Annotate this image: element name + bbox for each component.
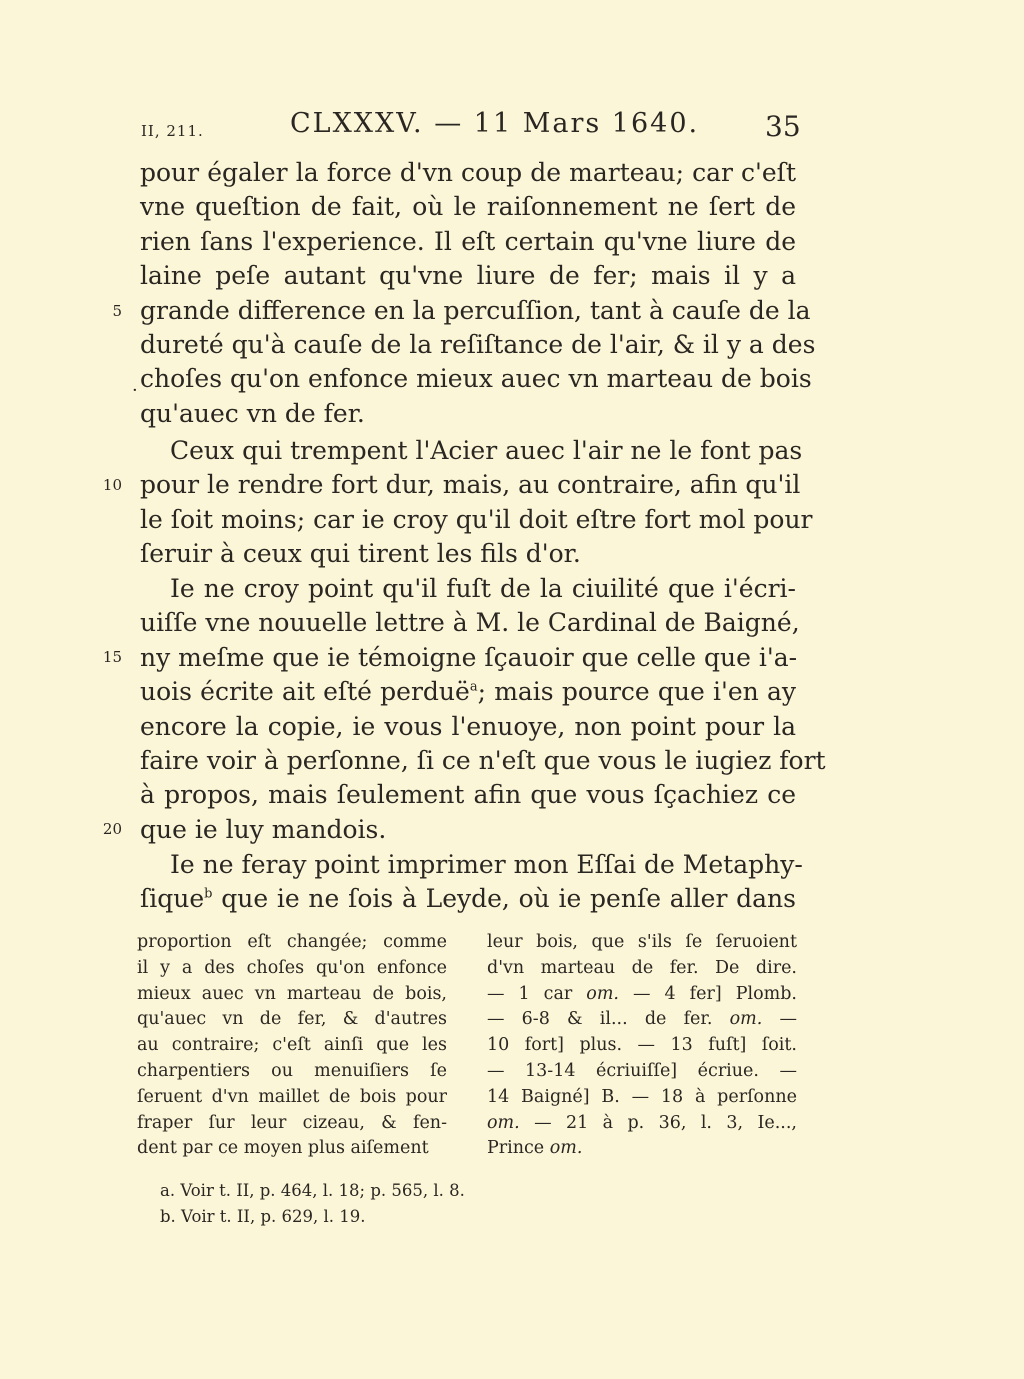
footnote-marker-a[interactable]: a — [469, 679, 478, 695]
text-line: dureté qu'à cauſe de la reſiſtance de l'air, & il y a des — [140, 330, 816, 359]
footnote-a: a. Voir t. II, p. 464, l. 18; p. 565, l. 8. — [160, 1181, 465, 1200]
text-line: vne queſtion de fait, où le raiſonnement ne ſert de — [140, 192, 796, 222]
text-line: pour égaler la force d'vn coup de marteau; car c'eſt — [140, 158, 796, 187]
note-line: mieux auec vn marteau de bois, — [137, 983, 447, 1004]
text-line: uiſſe vne nouuelle lettre à M. le Cardinal de Baigné, — [140, 608, 800, 638]
note-segment: — 21 à p. 36, l. 3, Ie..., — [534, 1112, 797, 1133]
note-segment: — 6-8 & il... de fer. — [487, 1009, 713, 1030]
footnote-b: b. Voir t. II, p. 629, l. 19. — [160, 1207, 366, 1226]
variant-notes-left — [137, 930, 447, 1162]
note-line: — 13-14 écriuiſſe] écriue. — — [487, 1060, 797, 1081]
line-number: 5 — [112, 302, 122, 320]
text-line: encore la copie, ie vous l'enuoye, non point pour la — [140, 711, 796, 741]
text-line: ſeruir à ceux qui tirent les fils d'or. — [140, 539, 581, 569]
page-number: 35 — [765, 110, 801, 143]
volume-reference: II, 211. — [141, 122, 204, 140]
note-line — [487, 1111, 797, 1137]
note-segment: Prince — [487, 1138, 545, 1159]
text-line: que ie luy mandois. — [140, 814, 387, 844]
note-line: proportion eſt changée; comme — [137, 932, 447, 952]
line-number: 10 — [102, 476, 122, 494]
note-line: fraper ſur leur cizeau, & fen- — [137, 1112, 447, 1133]
text-line: Ie ne croy point qu'il fuſt de la ciuilité que i'écri- — [170, 574, 796, 603]
note-segment: — — [779, 1009, 797, 1030]
margin-mark: · — [132, 380, 138, 401]
note-line: charpentiers ou menuiſiers ſe — [137, 1060, 447, 1081]
text-line — [140, 675, 796, 709]
line-number: 15 — [102, 648, 122, 666]
footnote-marker-b[interactable]: b — [204, 887, 213, 903]
note-abbrev: om. — [549, 1138, 583, 1159]
note-segment: — 1 car — [487, 983, 573, 1004]
note-line: d'vn marteau de fer. De dire. — [487, 957, 797, 978]
variant-notes-right — [487, 930, 797, 1162]
text-line: faire voir à perſonne, ſi ce n'eſt que vous le iugiez fort — [140, 746, 826, 775]
note-segment: — 4 fer] Plomb. — [633, 983, 797, 1004]
note-line — [487, 982, 797, 1008]
footnotes — [160, 1178, 465, 1230]
running-header — [0, 108, 1024, 148]
text-line: à propos, mais ſeulement afin que vous ſçachiez ce — [140, 780, 796, 810]
text-segment: ſique — [140, 884, 205, 914]
note-abbrev: om. — [586, 983, 619, 1004]
note-line: qu'auec vn de fer, & d'autres — [137, 1009, 447, 1030]
note-line: 10 fort] plus. — 13 fuſt] ſoit. — [487, 1035, 797, 1056]
text-line: le ſoit moins; car ie croy qu'il doit eſtre fort mol pour — [140, 504, 813, 534]
text-line: grande difference en la percuſſion, tant à cauſe de la — [140, 295, 811, 325]
note-abbrev: om. — [729, 1009, 763, 1030]
text-line: choſes qu'on enfonce mieux auec vn marteau de bois — [140, 364, 812, 394]
note-line: dent par ce moyen plus aiſement — [137, 1138, 429, 1159]
text-segment: uois écrite ait eſté perduë — [140, 677, 470, 707]
text-line: laine peſe autant qu'vne liure de fer; mais il y a — [140, 261, 796, 291]
line-number: 20 — [102, 820, 122, 838]
text-line: ny meſme que ie témoigne ſçauoir que celle que i'a- — [140, 642, 798, 672]
text-line: qu'auec vn de fer. — [140, 398, 365, 428]
text-line: Ceux qui trempent l'Acier auec l'air ne le font pas — [170, 436, 803, 465]
text-line: Ie ne feray point imprimer mon Eſſai de Metaphy- — [170, 850, 803, 879]
note-line — [487, 1136, 797, 1162]
note-line: il y a des choſes qu'on enfonce — [137, 957, 447, 978]
note-line: leur bois, que s'ils ſe ſeruoient — [487, 932, 797, 952]
text-line: pour le rendre fort dur, mais, au contraire, afin qu'il — [140, 470, 801, 500]
note-abbrev: om. — [487, 1112, 520, 1133]
note-line — [487, 1007, 797, 1033]
note-line: au contraire; c'eſt ainſi que les — [137, 1035, 447, 1056]
text-segment: que ie ne ſois à Leyde, où ie penſe aller dans — [221, 884, 796, 914]
letter-title: CLXXXV. — 11 Mars 1640. — [290, 108, 700, 139]
text-line: rien ſans l'experience. Il eſt certain qu'vne liure de — [140, 226, 796, 256]
note-line: 14 Baigné] B. — 18 à perſonne — [487, 1086, 797, 1107]
text-segment: ; mais pource que i'en ay — [477, 677, 796, 707]
note-line: ſeruent d'vn maillet de bois pour — [137, 1086, 447, 1107]
text-line — [140, 882, 796, 916]
